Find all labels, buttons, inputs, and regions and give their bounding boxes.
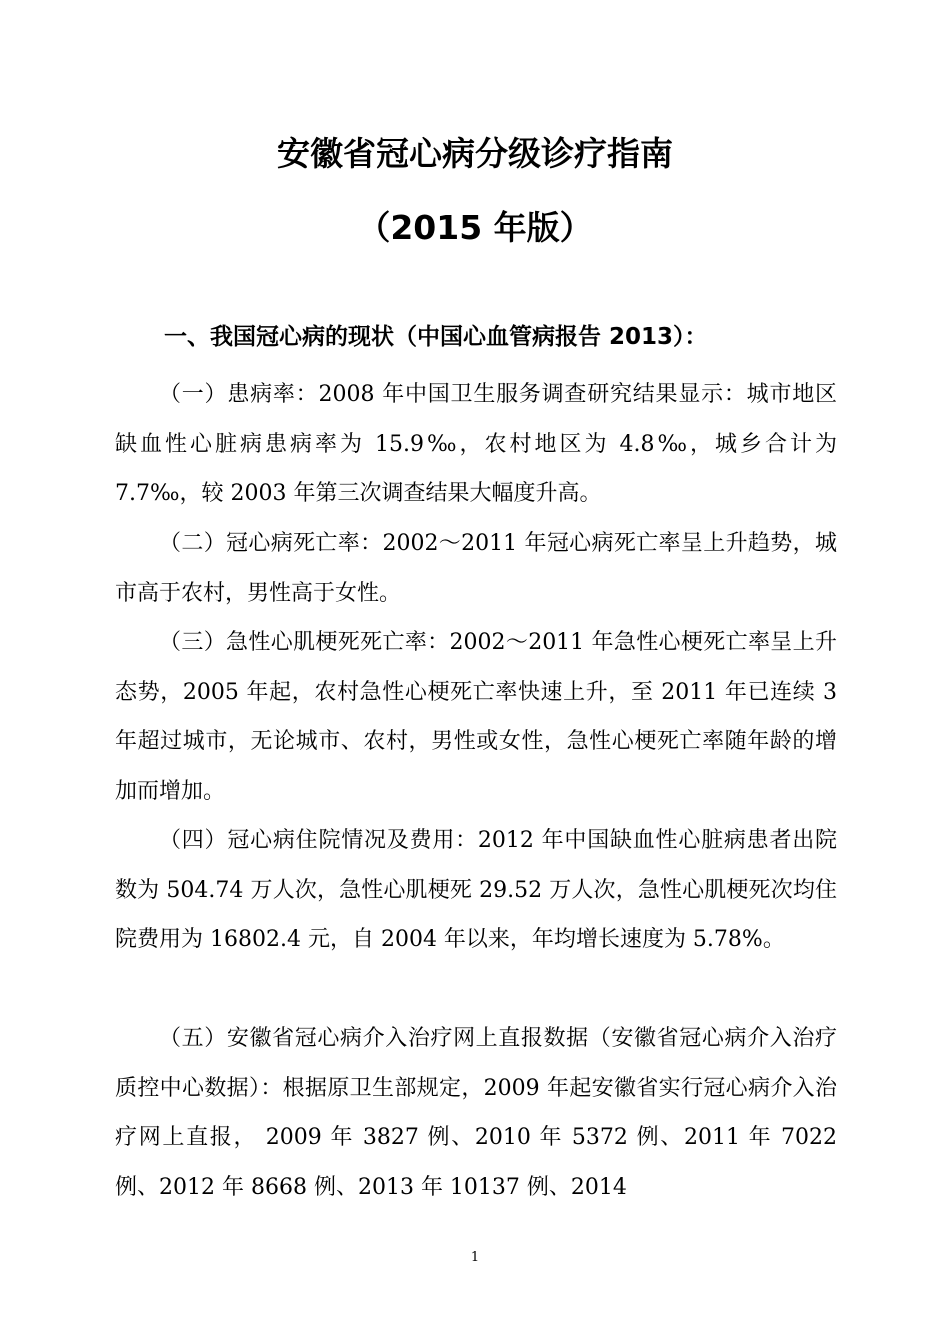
paragraph-mortality: （二）冠心病死亡率：2002～2011 年冠心病死亡率呈上升趋势，城市高于农村，男性高于女性。 — [115, 531, 837, 606]
document-title: 安徽省冠心病分级诊疗指南 — [277, 134, 673, 173]
document-subtitle: （2015 年版） — [357, 208, 593, 247]
page-number: 1 — [470, 1250, 480, 1265]
paragraph-hospitalization: （四）冠心病住院情况及费用：2012 年中国缺血性心脏病患者出院数为 504.74 万人次，急性心肌梗死 29.52 万人次，急性心肌梗死次均住院费用为 16802.4 元，自 2004 年以来，年均增长速度为 5.78%。 — [115, 828, 837, 952]
paragraph-prevalence: （一）患病率：2008 年中国卫生服务调查研究结果显示：城市地区缺血性心脏病患病率为 15.9‰，农村地区为 4.8‰，城乡合计为 7.7‰，较 2003 年第三次调查结果大幅度升高。 — [115, 382, 837, 506]
paragraph-ami-mortality: （三）急性心肌梗死死亡率：2002～2011 年急性心梗死亡率呈上升态势，2005 年起，农村急性心梗死亡率快速上升，至 2011 年已连续 3 年超过城市，无论城市、农村，男性或女性，急性心梗死亡率随年龄的增加而增加。 — [115, 630, 837, 804]
section-heading: 一、我国冠心病的现状（中国心血管病报告 2013）： — [164, 324, 708, 350]
paragraph-anhui-pci-data: （五）安徽省冠心病介入治疗网上直报数据（安徽省冠心病介入治疗质控中心数据）：根据原卫生部规定，2009 年起安徽省实行冠心病介入治疗网上直报， 2009 年 3827 例、2010 年 5372 例、2011 年 7022 例、2012 年 8668 例、2013 年 10137 例、2014 — [115, 1026, 837, 1200]
